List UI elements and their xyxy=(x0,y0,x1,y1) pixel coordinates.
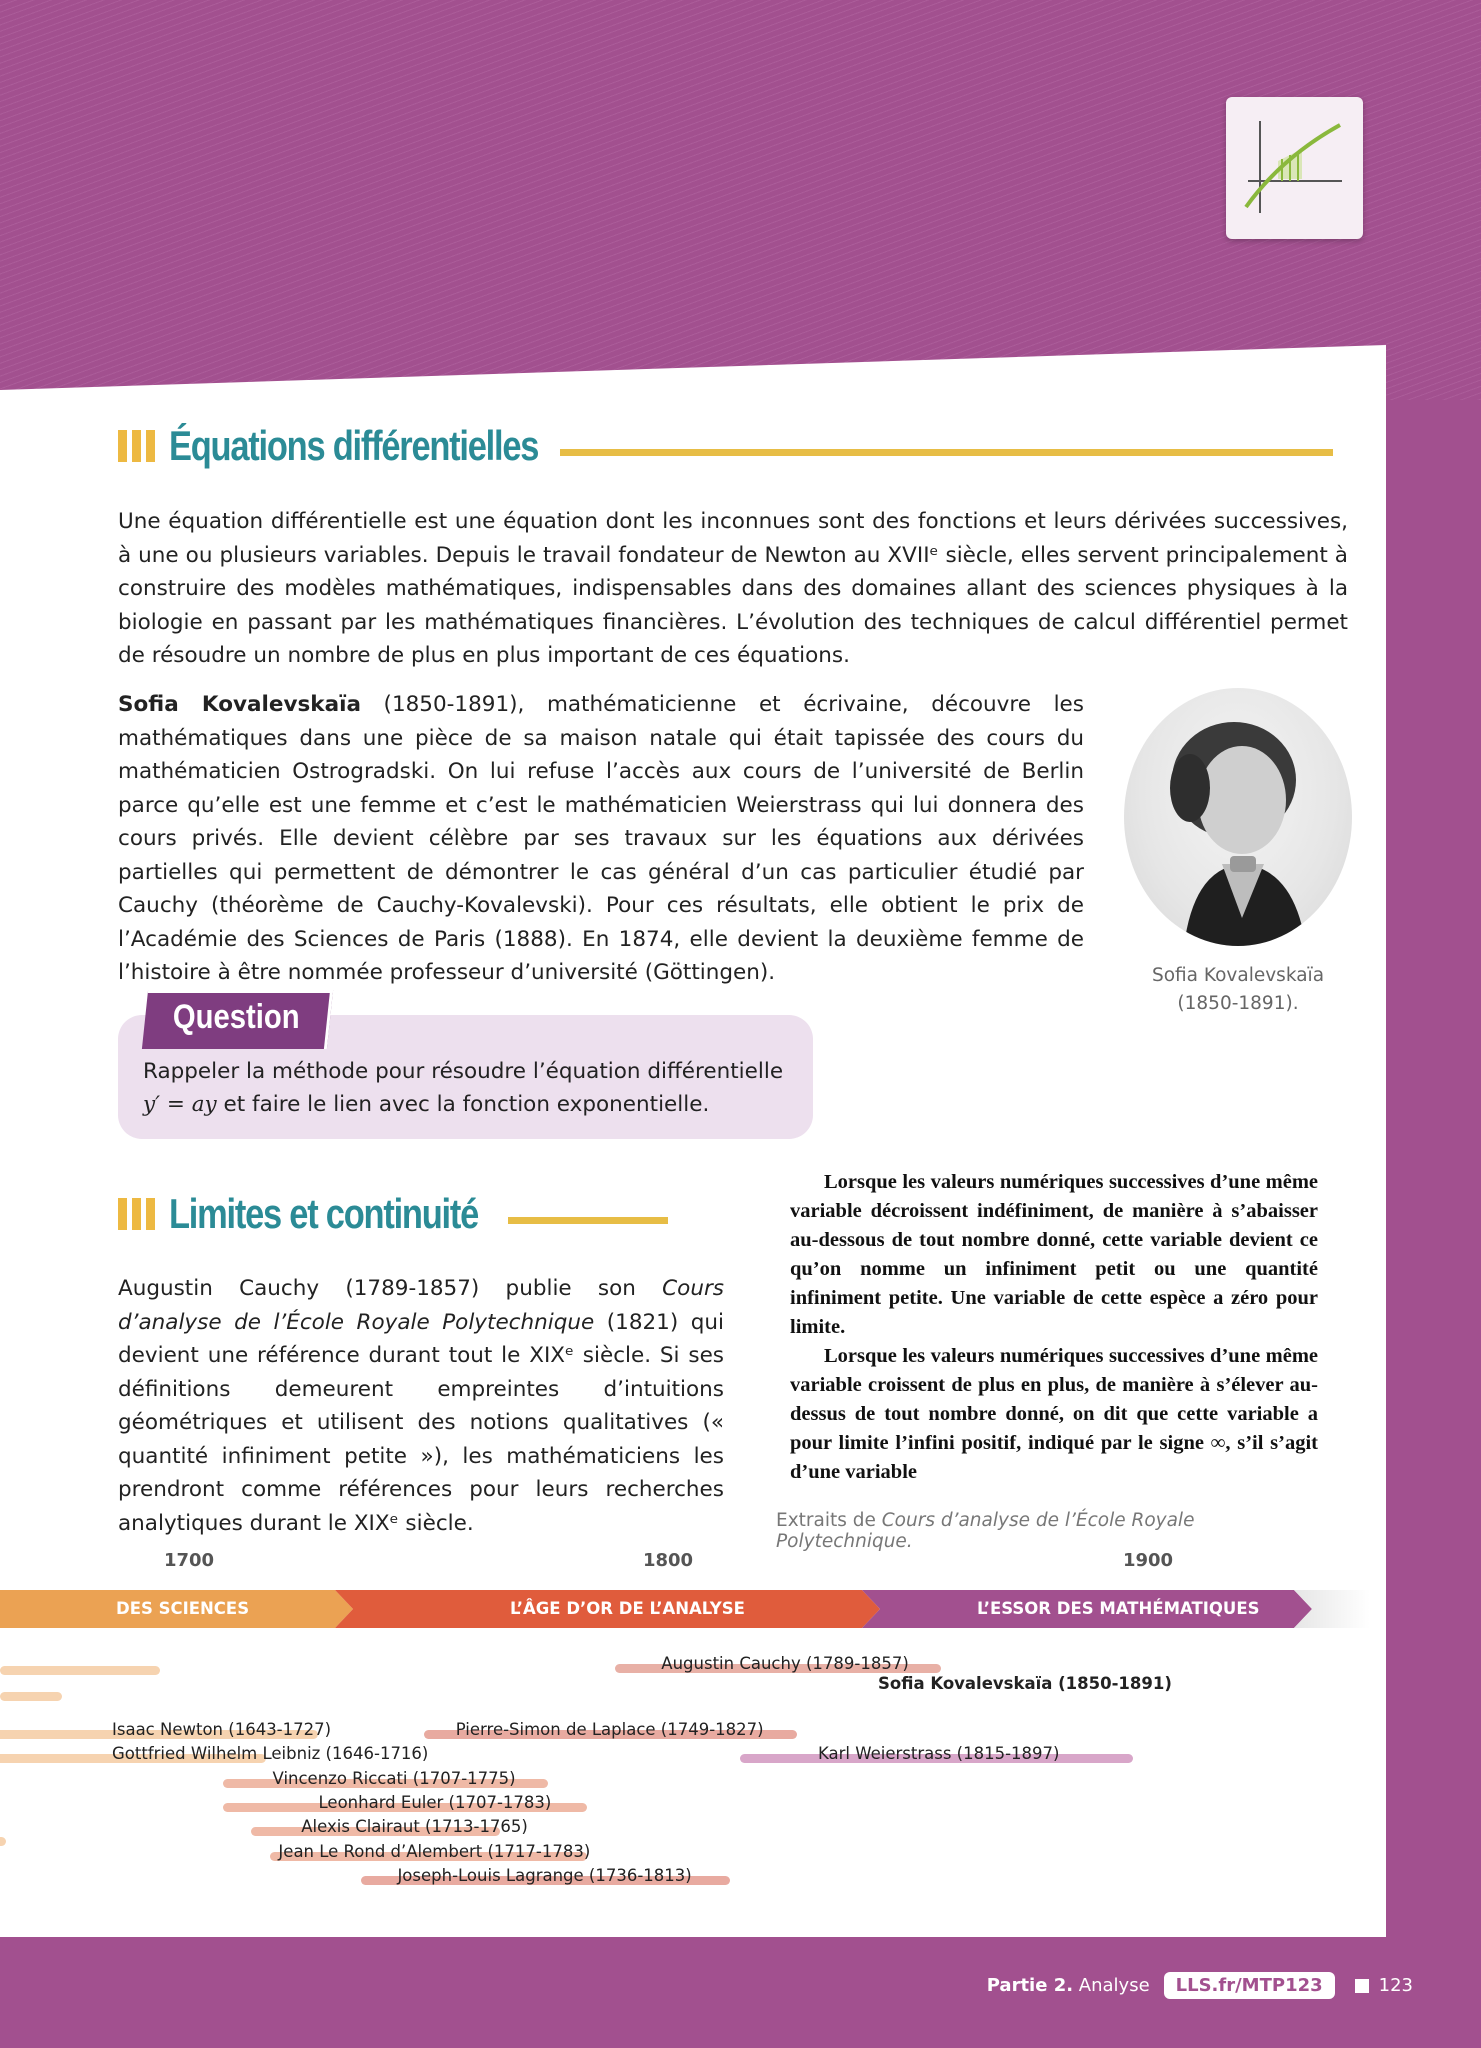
question-text-start: Rappeler la méthode pour résoudre l’équation différentielle xyxy=(143,1059,784,1084)
question-equation: y′ = ay xyxy=(143,1092,217,1117)
page-footer xyxy=(987,1972,1413,1999)
cauchy-book-title: Cours d’analyse de l’École Royale Polytechnique xyxy=(118,1276,724,1335)
section-title: Limites et continuité xyxy=(169,1190,479,1237)
person-name: Augustin Cauchy (1789-1857) xyxy=(661,1654,909,1673)
earlier-lifespan-bar xyxy=(0,1837,6,1846)
extract-paragraph-1: Lorsque les valeurs numériques successives d’une même variable décroissent indéfiniment, de manière à s’abaisser au-dessous de tout nombre donné, cette variable devient ce qu’on nomme un infiniment petit ou une quantité infiniment petite. Une variable de cette espèce a zéro pour limite. xyxy=(790,1171,1318,1338)
person-name: Isaac Newton (1643-1727) xyxy=(112,1720,332,1739)
question-tab xyxy=(142,990,333,1049)
person-name: Leonhard Euler (1707-1783) xyxy=(318,1793,552,1812)
function-graph-icon xyxy=(1242,117,1346,217)
person-name: Joseph-Louis Lagrange (1736-1813) xyxy=(397,1866,692,1885)
page-number: 123 xyxy=(1378,1975,1413,1996)
section-heading-limits xyxy=(118,1190,546,1238)
extract-caption-title: Cours d’analyse de l’École Royale Polytechnique. xyxy=(776,1510,1195,1552)
era-label-analysis: L’ÂGE D’OR DE L’ANALYSE xyxy=(510,1599,745,1618)
footer-square-icon xyxy=(1355,1979,1369,1993)
cauchy-paragraph xyxy=(118,1272,724,1540)
photo-caption xyxy=(1124,962,1352,1018)
cauchy-text-a: Augustin Cauchy (1789-1857) publie son xyxy=(118,1276,663,1301)
footer-part: Partie 2. xyxy=(986,1975,1074,1996)
extract-caption-prefix: Extraits de xyxy=(776,1510,882,1531)
person-name: Pierre-Simon de Laplace (1749-1827) xyxy=(455,1720,764,1739)
person-name: Karl Weierstrass (1815-1897) xyxy=(818,1744,1060,1763)
timeline xyxy=(0,1550,1386,1890)
portrait-photo xyxy=(1124,688,1352,946)
question-text-end: et faire le lien avec la fonction exponentielle. xyxy=(216,1092,710,1117)
bio-name: Sofia Kovalevskaïa xyxy=(118,692,361,717)
earlier-lifespan-bar xyxy=(0,1666,160,1675)
earlier-lifespan-bar xyxy=(0,1692,62,1701)
footer-link[interactable]: LLS.fr/MTP123 xyxy=(1164,1972,1335,1999)
photo-caption-dates: (1850-1891). xyxy=(1177,993,1299,1014)
section-heading-differential xyxy=(118,422,619,470)
question-text xyxy=(143,1055,803,1121)
era-label-essor: L’ESSOR DES MATHÉMATIQUES xyxy=(977,1599,1260,1618)
extract-caption xyxy=(776,1510,1336,1552)
person-name: Vincenzo Riccati (1707-1775) xyxy=(272,1769,516,1788)
photo-caption-name: Sofia Kovalevskaïa xyxy=(1151,965,1325,986)
person-name: Sofia Kovalevskaïa (1850-1891) xyxy=(878,1674,1172,1693)
heading-bars xyxy=(118,1198,155,1230)
question-tab-label: Question xyxy=(172,998,300,1036)
heading-rule xyxy=(560,449,1333,456)
bio-paragraph xyxy=(118,688,1084,990)
year-1700: 1700 xyxy=(163,1550,215,1571)
scanned-extract xyxy=(790,1168,1318,1502)
person-name: Gottfried Wilhelm Leibniz (1646-1716) xyxy=(112,1744,429,1763)
heading-bars xyxy=(118,430,155,462)
era-label-sciences: DES SCIENCES xyxy=(116,1599,250,1618)
person-name: Alexis Clairaut (1713-1765) xyxy=(301,1817,528,1836)
person-name: Jean Le Rond d’Alembert (1717-1783) xyxy=(278,1842,591,1861)
year-1900: 1900 xyxy=(1122,1550,1174,1571)
intro-paragraph: Une équation différentielle est une équation dont les inconnues sont des fonctions et leurs dérivées successives, à une ou plusieurs variables. Depuis le travail fondateur de Newton au XVIIᵉ siècle, elles servent principalement à construire des modèles mathématiques, indispensables dans des domaines allant des sciences physiques à la biologie en passant par les mathématiques financières. L’évolution des techniques de calcul différentiel permet de résoudre un nombre de plus en plus important de ces équations. xyxy=(118,509,1348,668)
footer-section: Analyse xyxy=(1078,1975,1150,1996)
section-title: Équations différentielles xyxy=(169,422,539,469)
extract-paragraph-2: Lorsque les valeurs numériques successives d’une même variable croissent de plus en plus, de manière à s’élever au-dessus de tout nombre donné, on dit que cette variable a pour limite l’infini positif, indiqué par le signe ∞, s’il s’agit d’une variable xyxy=(790,1345,1318,1483)
bio-text: (1850-1891), mathématicienne et écrivaine, découvre les mathématiques dans une pièce de sa maison natale qui était tapissée des cours du mathématicien Ostrogradski. On lui refuse l’accès aux cours de l’université de Berlin parce qu’elle est une femme et c’est le mathématicien Weierstrass qui lui donnera des cours privés. Elle devient célèbre par ses travaux sur les équations aux dérivées partielles qui permettent de démontrer le cas général d’un cas particulier étudié par Cauchy (théorème de Cauchy-Kovalevski). Pour ces résultats, elle obtient le prix de l’Académie des Sciences de Paris (1888). En 1874, elle devient la deuxième femme de l’histoire à être nommée professeur d’université (Göttingen). xyxy=(118,692,1084,985)
heading-rule xyxy=(508,1217,668,1224)
cauchy-text-b: (1821) qui devient une référence durant tout le XIXᵉ siècle. Si ses définitions demeurent empreintes d’intuitions géométriques et utilisent des notions qualitatives (« quantité infiniment petite »), les mathématiciens les prendront comme références pour leurs recherches analytiques durant le XIXᵉ siècle. xyxy=(118,1309,724,1536)
chapter-icon xyxy=(1226,97,1363,239)
year-1800: 1800 xyxy=(642,1550,694,1571)
